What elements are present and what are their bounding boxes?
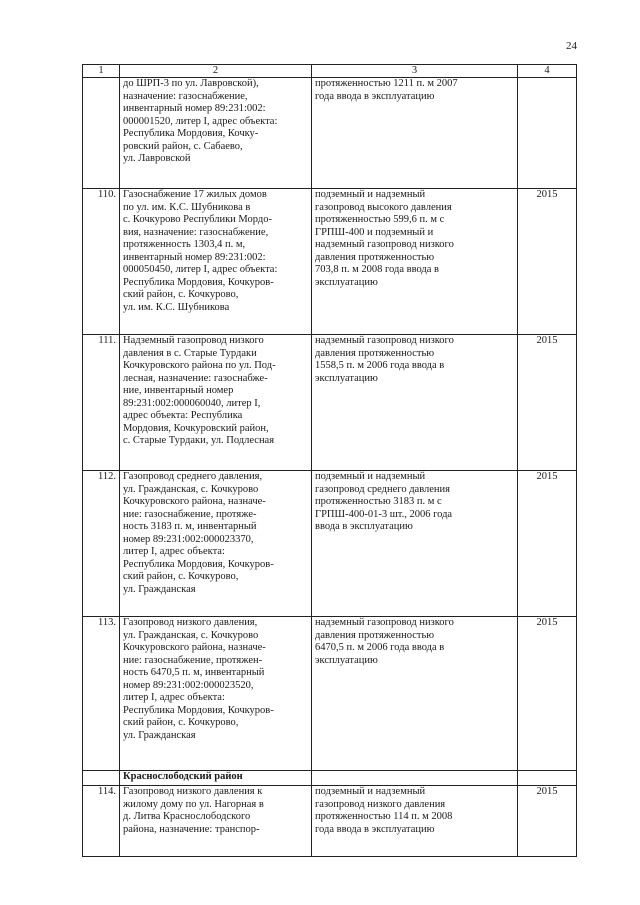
row-year: 2015	[518, 786, 577, 857]
text-line: ул. Гражданская, с. Кочкурово	[123, 629, 259, 641]
text-line: ул. Гражданская, с. Кочкурово	[123, 483, 259, 495]
row-year	[518, 78, 577, 189]
text-line: адрес объекта: Республика	[123, 410, 243, 421]
text-line: номер 89:231:002:000023520,	[123, 679, 254, 691]
text-line: подземный и надземный	[315, 189, 426, 200]
row-number: 110.	[83, 189, 120, 335]
table-row	[83, 335, 577, 471]
row-description	[120, 471, 312, 617]
text-line: ность 3183 п. м, инвентарный	[123, 521, 257, 532]
text-line: ввода в эксплуатацию	[315, 521, 413, 532]
text-line: ул. Гражданская	[123, 583, 196, 595]
section-row	[83, 771, 577, 786]
text-line: 703,8 п. м 2008 года ввода в	[315, 264, 440, 275]
table-header-row	[83, 65, 577, 78]
text-line: протяженностью 1211 п. м 2007	[315, 78, 458, 89]
header-col-3: 3	[312, 65, 518, 78]
text-line: ГРПШ-400-01-3 шт., 2006 года	[315, 508, 453, 520]
text-line: надземный газопровод низкого	[315, 617, 454, 628]
text-line: Кочкуровского района, назначе-	[123, 642, 266, 653]
text-line: давления в с. Старые Турдаки	[123, 347, 257, 359]
text-line: газопровод среднего давления	[315, 483, 450, 495]
text-line: Мордовия, Кочкуровский район,	[123, 422, 269, 434]
text-line: Газопровод низкого давления к	[123, 786, 263, 797]
text-line: ГРПШ-400 и подземный и	[315, 226, 434, 238]
text-line: 1558,5 п. м 2006 года ввода в	[315, 360, 445, 371]
header-col-1: 1	[83, 65, 120, 78]
text-line: Газопровод низкого давления,	[123, 617, 258, 628]
text-line: д. Литва Краснослободского	[123, 811, 251, 822]
row-year: 2015	[518, 335, 577, 471]
text-line: Надземный газопровод низкого	[123, 335, 264, 346]
text-line: Кочкуровского района по ул. Под-	[123, 360, 276, 371]
text-line: инвентарный номер 89:231:002:	[123, 251, 266, 263]
row-specification	[312, 617, 518, 771]
text-line: эксплуатацию	[315, 654, 378, 666]
text-line: ровский район, с. Сабаево,	[123, 140, 243, 152]
table-row	[83, 78, 577, 189]
text-line: с. Кочкурово Республики Мордо-	[123, 214, 272, 225]
text-line: вия, назначение: газоснабжение,	[123, 226, 269, 238]
text-line: надземный газопровод низкого	[315, 239, 454, 250]
property-register-table	[82, 64, 577, 857]
row-description	[120, 335, 312, 471]
text-line: до ШРП-3 по ул. Лавровской),	[123, 78, 259, 89]
text-line: Газоснабжение 17 жилых домов	[123, 189, 267, 200]
row-specification	[312, 189, 518, 335]
text-line: ние: газоснабжение, протяжен-	[123, 654, 263, 666]
text-line: инвентарный номер 89:231:002:	[123, 103, 266, 114]
text-line: газопровод низкого давления	[315, 798, 446, 810]
table-row	[83, 786, 577, 857]
text-line: ул. Гражданская	[123, 729, 196, 741]
text-line: ский район, с. Кочкурово,	[123, 571, 239, 582]
row-number: 111.	[83, 335, 120, 471]
text-line: 000001520, литер I, адрес объекта:	[123, 115, 278, 127]
text-line: Кочкуровского района, назначе-	[123, 496, 266, 507]
text-line: надземный газопровод низкого	[315, 335, 454, 346]
row-number	[83, 78, 120, 189]
row-specification	[312, 335, 518, 471]
row-specification	[312, 78, 518, 189]
row-description	[120, 617, 312, 771]
row-year: 2015	[518, 617, 577, 771]
text-line: эксплуатацию	[315, 276, 378, 288]
row-description	[120, 786, 312, 857]
table-row	[83, 471, 577, 617]
header-col-4: 4	[518, 65, 577, 78]
text-line: давления протяженностью	[315, 629, 435, 641]
text-line: года ввода в эксплуатацию	[315, 823, 435, 835]
text-line: 000050450, литер I, адрес объекта:	[123, 264, 278, 275]
text-line: ние, инвентарный номер	[123, 385, 234, 396]
section-heading: Краснослободский район	[120, 771, 312, 786]
text-line: литер I, адрес объекта:	[123, 546, 225, 557]
text-line: номер 89:231:002:000023370,	[123, 533, 254, 545]
row-number: 114.	[83, 786, 120, 857]
text-line: эксплуатацию	[315, 372, 378, 384]
text-line: с. Старые Турдаки, ул. Подлесная	[123, 435, 275, 446]
text-line: Республика Мордовия, Кочку-	[123, 128, 259, 139]
text-line: 6470,5 п. м 2006 года ввода в	[315, 642, 445, 653]
text-line: по ул. им. К.С. Шубникова в	[123, 201, 251, 213]
text-line: ние: газоснабжение, протяже-	[123, 508, 257, 520]
row-description	[120, 78, 312, 189]
row-description	[120, 189, 312, 335]
text-line: района, назначение: транспор-	[123, 823, 260, 835]
table-row	[83, 617, 577, 771]
text-line: жилому дому по ул. Нагорная в	[123, 798, 264, 810]
text-line: протяженностью 599,6 п. м с	[315, 214, 445, 225]
text-line: ский район, с. Кочкурово,	[123, 717, 239, 728]
section-year-cell	[518, 771, 577, 786]
text-line: назначение: газоснабжение,	[123, 90, 248, 102]
text-line: лесная, назначение: газоснабже-	[123, 372, 268, 384]
text-line: ский район, с. Кочкурово,	[123, 289, 239, 300]
text-line: газопровод высокого давления	[315, 201, 452, 213]
section-num-cell	[83, 771, 120, 786]
text-line: Республика Мордовия, Кочкуров-	[123, 276, 274, 288]
row-specification	[312, 786, 518, 857]
text-line: Газопровод среднего давления,	[123, 471, 263, 482]
row-year: 2015	[518, 471, 577, 617]
text-line: протяженностью 114 п. м 2008	[315, 811, 453, 822]
text-line: года ввода в эксплуатацию	[315, 90, 435, 102]
text-line: давления протяженностью	[315, 251, 435, 263]
text-line: ул. им. К.С. Шубникова	[123, 301, 230, 313]
text-line: подземный и надземный	[315, 786, 426, 797]
row-specification	[312, 471, 518, 617]
table-row	[83, 189, 577, 335]
section-spec-cell	[312, 771, 518, 786]
text-line: протяженностью 3183 п. м с	[315, 496, 442, 507]
text-line: ность 6470,5 п. м, инвентарный	[123, 667, 265, 678]
text-line: Республика Мордовия, Кочкуров-	[123, 558, 274, 570]
text-line: протяженность 1303,4 п. м,	[123, 239, 246, 250]
header-col-2: 2	[120, 65, 312, 78]
text-line: ул. Лавровской	[123, 153, 191, 164]
text-line: литер I, адрес объекта:	[123, 692, 225, 703]
text-line: подземный и надземный	[315, 471, 426, 482]
row-number: 112.	[83, 471, 120, 617]
row-number: 113.	[83, 617, 120, 771]
row-year: 2015	[518, 189, 577, 335]
text-line: Республика Мордовия, Кочкуров-	[123, 704, 274, 716]
text-line: давления протяженностью	[315, 347, 435, 359]
page-number: 24	[566, 40, 577, 52]
text-line: 89:231:002:000060040, литер I,	[123, 397, 261, 409]
